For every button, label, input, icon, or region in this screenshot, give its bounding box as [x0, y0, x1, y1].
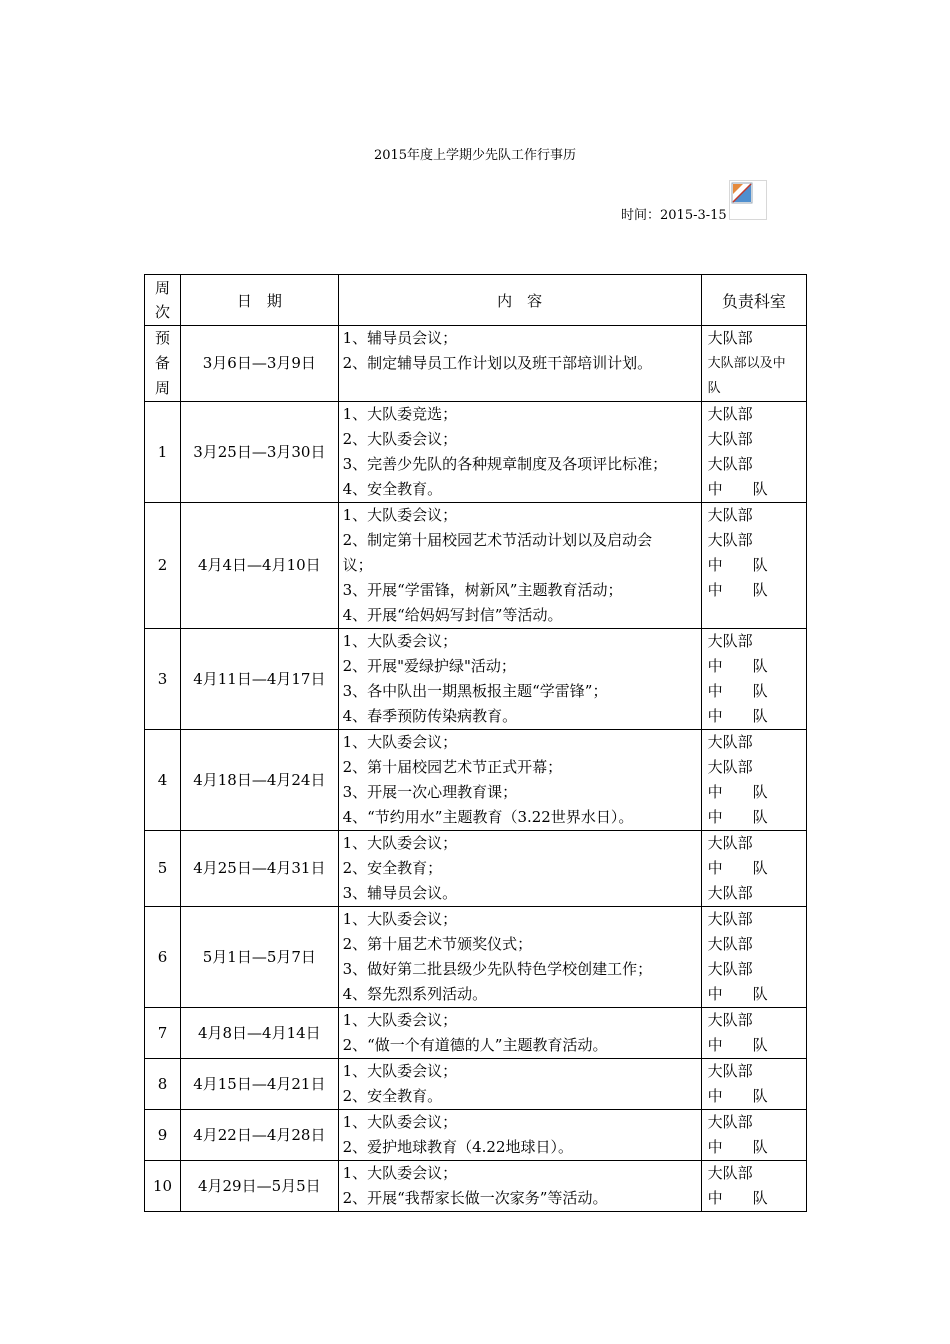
dept-cell — [701, 326, 806, 402]
dept-item: 中 队 — [707, 480, 768, 498]
dept-cell — [701, 831, 806, 907]
table-row — [145, 629, 807, 730]
dept-item: 中 队 — [707, 657, 768, 675]
content-cell — [338, 1059, 701, 1110]
week-label: 1 — [157, 442, 168, 461]
content-cell — [338, 907, 701, 1008]
content-item: 1、大队委会议； — [342, 506, 458, 524]
content-cell — [338, 1161, 701, 1212]
week-cell — [145, 1008, 181, 1059]
dept-item: 大队部 — [707, 506, 753, 524]
week-label: 10 — [153, 1176, 173, 1195]
dept-item: 中 队 — [707, 859, 768, 877]
dept-item — [702, 603, 806, 628]
date-cell — [181, 1059, 338, 1110]
date-cell — [181, 1008, 338, 1059]
date-cell — [181, 730, 338, 831]
dept-cell — [701, 730, 806, 831]
dept-item: 大队部 — [707, 405, 753, 423]
dept-item: 大队部 — [707, 935, 753, 953]
dept-cell — [701, 1059, 806, 1110]
dept-item: 大队部 — [707, 834, 753, 852]
date-cell — [181, 1110, 338, 1161]
header-date: 日 期 — [181, 275, 338, 326]
dept-item: 中 队 — [707, 1189, 768, 1207]
table-row — [145, 1059, 807, 1110]
week-label: 8 — [157, 1074, 168, 1093]
dept-item: 中 队 — [707, 783, 768, 801]
dept-cell — [701, 629, 806, 730]
dept-cell — [701, 1008, 806, 1059]
dept-item: 中 队 — [707, 581, 768, 599]
date-range: 4月11日—4月17日 — [193, 669, 326, 688]
dept-item: 大队部 — [707, 632, 753, 650]
dept-item: 中 队 — [707, 1138, 768, 1156]
date-cell — [181, 831, 338, 907]
date-cell — [181, 326, 338, 402]
week-cell — [145, 1059, 181, 1110]
dept-item: 中 队 — [707, 808, 768, 826]
content-item: 4、安全教育。 — [342, 480, 443, 498]
dept-item: 大队部 — [707, 329, 753, 347]
content-item: 2、爱护地球教育（4.22地球日）。 — [342, 1138, 574, 1156]
dept-item: 大队部 — [707, 1113, 753, 1131]
content-cell — [338, 1110, 701, 1161]
week-label: 预 备 周 — [155, 329, 171, 397]
content-item: 1、大队委会议； — [342, 834, 458, 852]
dept-item: 大队部 — [707, 960, 753, 978]
content-item: 2、第十届艺术节颁奖仪式； — [342, 935, 533, 953]
content-item: 3、做好第二批县级少先队特色学校创建工作； — [342, 960, 653, 978]
dept-item: 大队部 — [707, 910, 753, 928]
week-cell — [145, 629, 181, 730]
header-dept: 负责科室 — [701, 275, 806, 326]
date-range: 4月29日—5月5日 — [197, 1176, 321, 1195]
content-item: 1、大队委会议； — [342, 1062, 458, 1080]
content-item: 1、大队委会议； — [342, 1011, 458, 1029]
content-item: 3、开展一次心理教育课； — [342, 783, 518, 801]
content-item: 3、开展“学雷锋，树新风”主题教育活动； — [342, 581, 623, 599]
date-range: 3月6日—3月9日 — [202, 354, 316, 372]
content-item: 1、大队委会议； — [342, 632, 458, 650]
dept-item: 中 队 — [707, 707, 768, 725]
header-week — [145, 275, 181, 326]
dept-item: 大队部 — [707, 1062, 753, 1080]
content-item: 1、大队委会议； — [342, 1164, 458, 1182]
week-cell — [145, 503, 181, 629]
date-range: 3月25日—3月30日 — [193, 442, 326, 461]
dept-item: 大队部 — [707, 733, 753, 751]
content-item: 1、大队委会议； — [342, 733, 458, 751]
image-icon — [729, 180, 767, 220]
table-header-row — [145, 275, 807, 326]
week-cell — [145, 730, 181, 831]
table-row — [145, 326, 807, 402]
dept-item: 中 队 — [707, 682, 768, 700]
content-item: 2、开展“我帮家长做一次家务”等活动。 — [342, 1189, 608, 1207]
content-item: 1、辅导员会议； — [342, 329, 458, 347]
content-item: 议； — [342, 556, 373, 574]
calendar-table — [144, 274, 807, 1212]
date-range: 4月25日—4月31日 — [193, 859, 326, 877]
dept-item: 大队部 — [707, 1011, 753, 1029]
date-cell — [181, 402, 338, 503]
dept-item: 中 队 — [707, 556, 768, 574]
week-cell — [145, 907, 181, 1008]
content-cell — [338, 326, 701, 402]
content-item: 3、各中队出一期黑板报主题“学雷锋”； — [342, 682, 608, 700]
content-item: 2、安全教育； — [342, 859, 443, 877]
date-range: 4月4日—4月10日 — [197, 556, 321, 574]
content-cell — [338, 402, 701, 503]
date-cell — [181, 503, 338, 629]
content-item: 1、大队委会议； — [342, 1113, 458, 1131]
week-cell — [145, 326, 181, 402]
content-item: 4、祭先烈系列活动。 — [342, 985, 488, 1003]
date-range: 5月1日—5月7日 — [202, 947, 316, 966]
content-item — [343, 376, 697, 401]
content-item: 2、第十届校园艺术节正式开幕； — [342, 758, 563, 776]
dept-item: 中 队 — [707, 985, 768, 1003]
content-item: 2、“做一个有道德的人”主题教育活动。 — [342, 1036, 608, 1054]
content-item: 4、春季预防传染病教育。 — [342, 707, 518, 725]
content-item: 4、“节约用水”主题教育（3.22世界水日）。 — [342, 808, 634, 826]
content-item: 2、制定辅导员工作计划以及班干部培训计划。 — [342, 354, 653, 372]
dept-cell — [701, 1110, 806, 1161]
date-cell — [181, 629, 338, 730]
content-cell — [338, 629, 701, 730]
document-date: 时间：2015-3-15 — [621, 208, 727, 223]
dept-cell — [701, 503, 806, 629]
table-row — [145, 1008, 807, 1059]
date-range: 4月15日—4月21日 — [193, 1074, 326, 1093]
dept-item: 大队部 — [707, 531, 753, 549]
week-label: 7 — [157, 1023, 168, 1042]
content-item: 1、大队委竞选； — [342, 405, 458, 423]
table-row — [145, 1161, 807, 1212]
table-row — [145, 730, 807, 831]
header-content: 内 容 — [338, 275, 701, 326]
week-label: 4 — [157, 770, 168, 789]
document-title: 2015年度上学期少先队工作行事历 — [373, 148, 577, 163]
content-item: 2、大队委会议； — [342, 430, 458, 448]
table-row — [145, 1110, 807, 1161]
date-range: 4月8日—4月14日 — [197, 1023, 321, 1042]
table-row — [145, 402, 807, 503]
week-label: 9 — [157, 1125, 168, 1144]
week-cell — [145, 402, 181, 503]
dept-item: 大队部 — [707, 430, 753, 448]
dept-item: 大队部 — [707, 758, 753, 776]
week-label: 3 — [157, 669, 168, 688]
date-cell — [181, 1161, 338, 1212]
week-label: 5 — [157, 859, 168, 877]
dept-cell — [701, 402, 806, 503]
table-row — [145, 907, 807, 1008]
dept-item: 大队部 — [707, 1164, 753, 1182]
dept-item: 大队部以及中 — [707, 356, 786, 371]
dept-item: 大队部 — [707, 884, 753, 902]
dept-cell — [701, 1161, 806, 1212]
header-week-label: 周 次 — [155, 279, 171, 321]
week-cell — [145, 1161, 181, 1212]
content-cell — [338, 1008, 701, 1059]
table-row — [145, 831, 807, 907]
dept-item: 队 — [707, 381, 721, 396]
date-range: 4月18日—4月24日 — [193, 770, 326, 789]
week-cell — [145, 831, 181, 907]
date-range: 4月22日—4月28日 — [193, 1125, 326, 1144]
content-cell — [338, 503, 701, 629]
dept-item: 中 队 — [707, 1036, 768, 1054]
content-item: 1、大队委会议； — [342, 910, 458, 928]
content-item: 3、完善少先队的各种规章制度及各项评比标准； — [342, 455, 668, 473]
week-cell — [145, 1110, 181, 1161]
content-cell — [338, 831, 701, 907]
week-label: 6 — [157, 947, 168, 966]
content-item: 2、制定第十届校园艺术节活动计划以及启动会 — [342, 531, 653, 549]
content-item: 2、开展"爱绿护绿"活动； — [342, 657, 516, 675]
content-cell — [338, 730, 701, 831]
content-item: 4、开展“给妈妈写封信”等活动。 — [342, 606, 563, 624]
week-label: 2 — [157, 556, 168, 574]
table-row — [145, 503, 807, 629]
content-item: 3、辅导员会议。 — [342, 884, 458, 902]
dept-item: 中 队 — [707, 1087, 768, 1105]
dept-item: 大队部 — [707, 455, 753, 473]
dept-cell — [701, 907, 806, 1008]
content-item: 2、安全教育。 — [342, 1087, 443, 1105]
date-cell — [181, 907, 338, 1008]
